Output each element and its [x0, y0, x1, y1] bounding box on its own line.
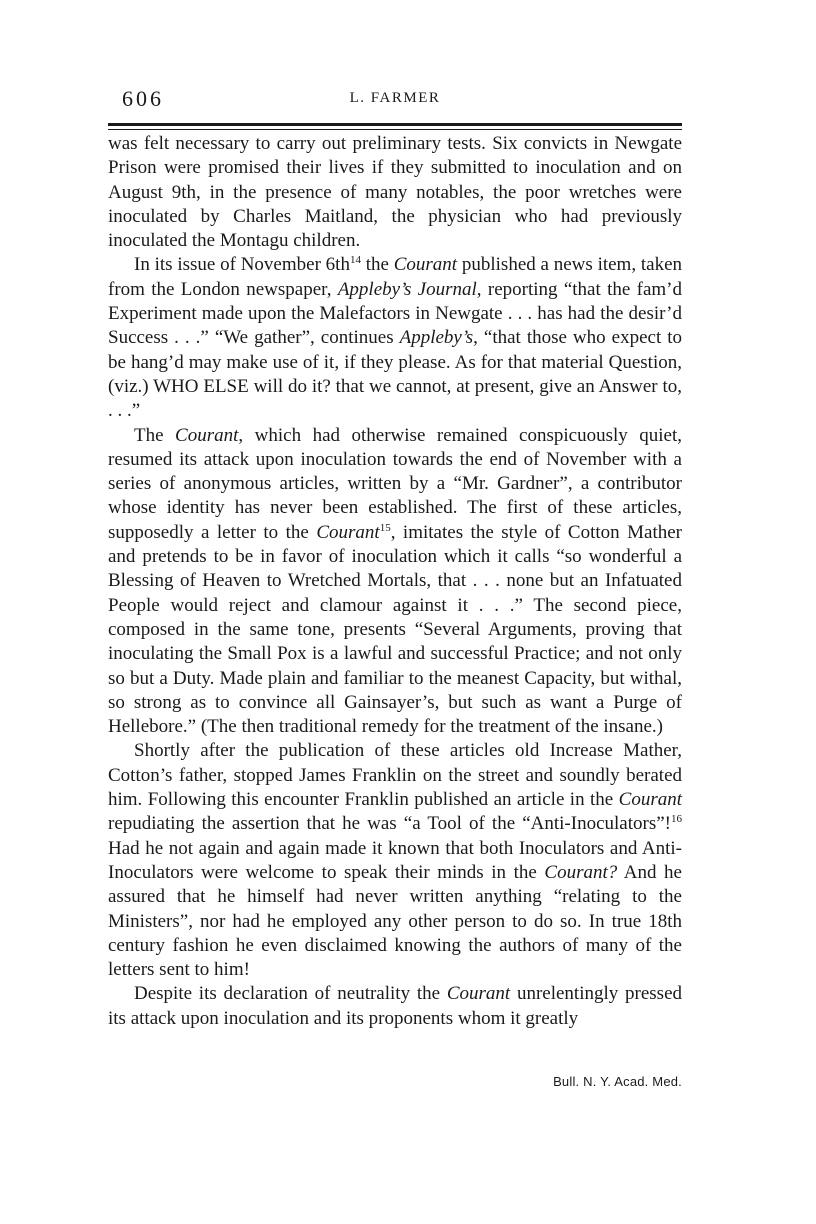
italic-text: Courant — [618, 789, 682, 811]
text-run: The — [134, 424, 176, 446]
text-run: published a news item, taken from the London newspaper, — [108, 254, 683, 300]
running-head-author: L. FARMER — [349, 90, 441, 106]
text-run: the — [360, 254, 394, 276]
footnote-ref: 15 — [379, 521, 391, 534]
body-paragraph — [108, 253, 682, 423]
text-run: And he assured that he himself had never written anything “relating to the Ministers”, nor had he employed any other person to do so. In true 18th century fashion he even disclaimed knowing the authors of many of the letters sent to him! — [108, 861, 682, 981]
italic-text: Courant — [175, 424, 239, 446]
page-number: 606 — [122, 86, 164, 111]
header-rule-thick — [108, 123, 682, 126]
journal-footer: Bull. N. Y. Acad. Med. — [553, 1074, 682, 1089]
body-paragraph — [108, 424, 682, 740]
text-run: , imitates the style of Cotton Mather and pretends to be in favor of inoculation which it calls “so wonderful a Blessing of Heaven to Wretched Mortals, that . . . none but an Infatuated People would reject and clamour against it . . .” The second piece, composed in the same tone, presents “Several Arguments, proving that inoculating the Small Pox is a lawful and successful Practice; and not only so but a Duty. Made plain and familiar to the meanest Capacity, but withal, so strong as to convince all Gainsayer’s, but such as want a Purge of Hellebore.” (The then traditional remedy for the treatment of the insane.) — [108, 521, 682, 738]
text-run: , “that those who expect to be hang’d may make use of it, if they please. As for that material Question, (viz.) WHO ELSE will do it? that we cannot, at present, give an Answer to, . . .” — [108, 327, 683, 422]
text-run: unrelentingly pressed its attack upon inoculation and its proponents whom it greatly — [108, 983, 683, 1029]
text-run: , which had otherwise remained conspicuously quiet, resumed its attack upon inoculation towards the end of November with a series of anonymous articles, written by a “Mr. Gardner”, a contributor whose identity has never been established. The first of these articles, supposedly a letter to the — [108, 424, 682, 543]
text-run: , reporting “that the fam’d Experiment made upon the Malefactors in Newgate . . . has had the desir’d Success . . .” “We gather”, continues — [108, 278, 682, 349]
article-body — [108, 132, 682, 1031]
running-header — [108, 86, 682, 114]
text-run: repudiating the assertion that he was “a Tool of the “Anti-Inoculators”! — [108, 813, 671, 835]
italic-text: Courant — [393, 254, 458, 276]
text-run: Had he not again and again made it known that both Inoculators and Anti-Inoculators were welcome to speak their minds in the — [108, 837, 682, 883]
italic-text: Courant — [446, 983, 511, 1005]
text-run: Shortly after the publication of these articles old Increase Mather, Cotton’s father, stopped James Franklin on the street and soundly berated him. Following this encounter Franklin published an article in the — [108, 740, 682, 811]
header-rule-thin — [108, 129, 682, 130]
text-run: Despite its declaration of neutrality the — [134, 983, 447, 1005]
footnote-ref: 16 — [671, 813, 682, 826]
text-run: was felt necessary to carry out preliminary tests. Six convicts in Newgate Prison were promised their lives if they submitted to inoculation and on August 9th, in the presence of many notables, the poor wretches were inoculated by Charles Maitland, the physician who had previously inoculated the Montagu children. — [108, 133, 682, 252]
italic-text: Courant — [316, 521, 380, 543]
body-paragraph — [108, 982, 682, 1031]
italic-text: Appleby’s — [399, 327, 474, 349]
text-run: In its issue of November 6th — [134, 254, 350, 276]
body-paragraph — [108, 132, 682, 253]
italic-text: Appleby’s Journal — [337, 278, 477, 300]
italic-text: Courant? — [544, 861, 618, 883]
footnote-ref: 14 — [349, 254, 361, 267]
body-paragraph — [108, 739, 682, 982]
